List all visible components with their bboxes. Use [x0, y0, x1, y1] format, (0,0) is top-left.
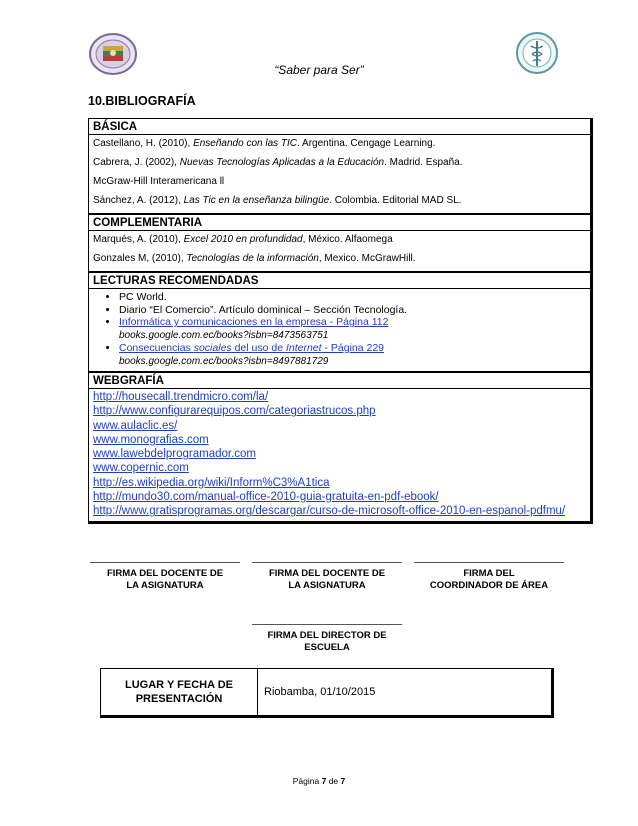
place-date-value: Riobamba, 01/10/2015	[264, 686, 376, 698]
page-number: 7	[321, 776, 327, 786]
book-url: books.google.com.ec/books?isbn=8473563751	[119, 329, 329, 341]
signature-director: FIRMA DEL DIRECTOR DE ESCUELA	[252, 624, 402, 654]
place-date-label: LUGAR Y FECHA DE PRESENTACIÓN	[101, 669, 258, 715]
complementaria-heading: COMPLEMENTARIA	[89, 213, 590, 231]
web-link[interactable]: www.copernic.com	[93, 462, 189, 475]
basica-entry: Cabrera, J. (2002), Nuevas Tecnologías Aplicadas a la Educación. Madrid. España.	[93, 157, 463, 168]
list-item: • PC World.	[119, 291, 586, 304]
webgrafia-list	[89, 389, 590, 521]
basica-entry: Castellano, H. (2010), Enseñando con las TIC. Argentina. Cengage Learning.	[93, 138, 436, 149]
book-link[interactable]: Informática y comunicaciones en la empresa - Página 112	[119, 316, 389, 328]
web-link[interactable]: http://es.wikipedia.org/wiki/Inform%C3%A1tica	[93, 476, 330, 489]
book-url: books.google.com.ec/books?isbn=8497881729	[119, 355, 329, 367]
basica-heading: BÁSICA	[89, 119, 590, 135]
web-link[interactable]: http://housecall.trendmicro.com/la/	[93, 391, 269, 403]
lecturas-list	[89, 289, 590, 371]
web-link[interactable]: http://www.configurarequipos.com/categoriastrucos.php	[93, 405, 376, 418]
basica-entry: McGraw-Hill Interamericana ll	[93, 176, 225, 187]
basica-entry: Sánchez, A. (2012), Las Tic en la enseñanza bilingüe. Colombia. Editorial MAD SL.	[93, 195, 462, 206]
book-link[interactable]: Consecuencias sociales del uso de Internet - Página 229	[119, 342, 385, 354]
motto: “Saber para Ser”	[274, 63, 364, 77]
signature-coordinador: FIRMA DEL COORDINADOR DE ÁREA	[414, 562, 564, 592]
signature-docente-2: FIRMA DEL DOCENTE DE LA ASIGNATURA	[252, 562, 402, 592]
web-link[interactable]: www.aulaclic.es/	[93, 419, 178, 432]
web-link[interactable]: www.monografias.com	[93, 433, 209, 446]
complementaria-entry: Marqués, A. (2010), Excel 2010 en profundidad, México. Alfaomega	[93, 234, 393, 245]
page-total: 7	[340, 776, 346, 786]
web-link[interactable]: http://www.gratisprogramas.org/descargar/curso-de-microsoft-office-2010-en-espanol-pdfmu/	[93, 505, 566, 518]
page-footer: Página 7 de 7	[292, 776, 346, 786]
list-item	[119, 342, 586, 368]
webgrafia-heading: WEBGRAFÍA	[89, 371, 590, 389]
web-link[interactable]: www.lawebdelprogramador.com	[93, 448, 256, 461]
lecturas-heading: LECTURAS RECOMENDADAS	[89, 271, 590, 289]
section-title: 10.BIBLIOGRAFÍA	[88, 94, 196, 108]
signature-docente-1: FIRMA DEL DOCENTE DE LA ASIGNATURA	[90, 562, 240, 592]
complementaria-entry: Gonzales M, (2010), Tecnologías de la información, Mexico. McGrawHill.	[93, 253, 416, 264]
bibliography-table	[88, 118, 593, 524]
list-item	[119, 316, 586, 342]
web-link[interactable]: http://mundo30.com/manual-office-2010-guia-gratuita-en-pdf-ebook/	[93, 491, 439, 504]
list-item: • Diario “El Comercio”. Artículo dominical – Sección Tecnología.	[119, 304, 586, 317]
place-date-table	[100, 668, 554, 718]
